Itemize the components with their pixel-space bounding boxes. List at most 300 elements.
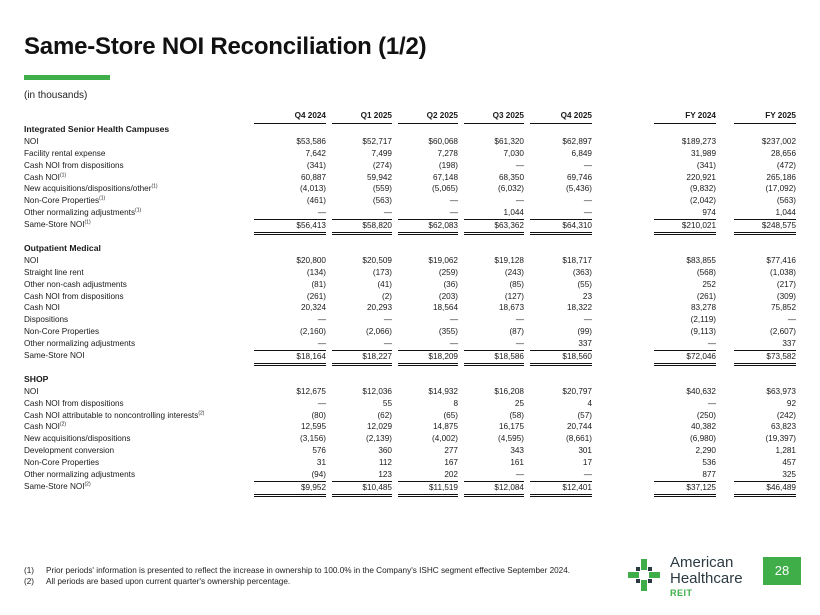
table-cell [464,469,524,481]
table-cell [530,421,592,433]
row-label [24,398,124,410]
table-cell [398,433,458,445]
column-header: Q4 2025 [530,110,592,124]
table-cell [464,314,524,326]
cell-value: — [449,315,458,325]
cell-value: (309) [776,291,796,301]
cell-value: — [317,339,326,349]
table-cell [254,279,326,291]
table-cell [332,421,392,433]
cell-value: 75,852 [770,303,796,313]
table-cell [530,398,592,410]
table-cell [398,267,458,279]
row-label [24,326,99,338]
table-row [24,279,804,291]
row-label-text: Other normalizing adjustments [24,339,136,349]
table-cell [332,410,392,422]
footnote-ref: (1) [84,219,91,226]
row-label-text: Same-Store NOI [24,351,85,361]
table-row [24,410,804,422]
row-label-text: NOI [24,386,39,396]
cell-value: $77,416 [766,255,796,265]
row-label-text: Non-Core Properties [24,327,100,337]
cell-value: $12,675 [296,386,326,396]
cell-value: 576 [312,446,326,456]
cell-value: $14,932 [428,386,458,396]
cell-value: 55 [382,398,392,408]
row-label-text: Cash NOI attributable to noncontrolling interests [24,410,199,420]
cell-value: (2,119) [690,315,716,325]
cell-value: $12,036 [362,386,392,396]
cell-value: 4 [587,398,592,408]
column-header: FY 2024 [654,110,716,124]
cell-value: — [383,208,392,218]
cell-value: $18,209 [398,350,458,366]
cell-value: 457 [782,458,796,468]
cell-value: (41) [377,279,392,289]
cell-value: 123 [378,470,392,480]
table-cell [254,148,326,160]
cell-value: 360 [378,446,392,456]
cell-value: $189,273 [681,136,716,146]
table-cell [734,195,796,207]
table-row [24,302,804,314]
table-cell [464,291,524,303]
row-label [24,410,204,422]
table-cell [398,338,458,350]
table-cell [464,445,524,457]
table-cell [530,219,592,235]
row-label [24,172,66,184]
cell-value: (19,397) [765,434,796,444]
cell-value: 31,989 [690,148,716,158]
cell-value: 112 [378,458,392,468]
table-cell [654,410,716,422]
table-cell [254,326,326,338]
table-cell [654,207,716,219]
logo-wordmark [670,555,743,587]
table-cell [530,433,592,445]
cell-value: (355) [438,327,458,337]
row-label [24,183,158,195]
cell-value: $52,717 [362,136,392,146]
table-cell [734,410,796,422]
cell-value: $62,897 [562,136,592,146]
table-cell [254,433,326,445]
cell-value: 18,673 [498,303,524,313]
row-label [24,314,68,326]
cell-value: (55) [577,279,592,289]
table-cell [254,207,326,219]
footnote-ref: (2) [59,421,67,428]
cell-value: 68,350 [498,172,524,182]
cell-value: 20,744 [566,422,592,432]
table-cell [398,421,458,433]
table-cell [734,279,796,291]
cell-value: 161 [510,458,524,468]
table-total-row [24,481,804,493]
row-label-text: New acquisitions/dispositions/other [24,184,152,194]
cell-value: 17 [582,458,592,468]
row-label [24,481,91,493]
cell-value: (198) [438,160,458,170]
row-label [24,255,39,267]
table-cell [398,469,458,481]
cell-value: 252 [702,279,716,289]
table-cell [398,160,458,172]
section-heading [24,243,804,255]
table-cell [530,457,592,469]
table-cell [398,386,458,398]
footnote-ref: (2) [198,409,205,416]
cell-value: 25 [514,398,524,408]
cell-value: 1,044 [503,208,524,218]
cell-value: $20,800 [296,255,326,265]
cell-value: $12,084 [464,481,524,497]
table-cell [734,481,796,497]
table-row [24,421,804,433]
table-cell [734,302,796,314]
table-cell [464,207,524,219]
cell-value: 877 [702,470,716,480]
table-cell [654,481,716,497]
table-cell [332,445,392,457]
table-cell [398,195,458,207]
table-row [24,291,804,303]
row-label-text: Development conversion [24,446,115,456]
cell-value: 69,746 [566,172,592,182]
table-cell [530,160,592,172]
section-heading-label: Integrated Senior Health Campuses [24,124,170,134]
row-label [24,136,39,148]
row-label-text: Other non-cash adjustments [24,279,127,289]
cell-value: 28,656 [770,148,796,158]
cell-value: (2,607) [770,327,796,337]
table-cell [530,350,592,366]
cell-value: $9,952 [254,481,326,497]
table-cell [464,457,524,469]
table-cell [530,267,592,279]
cell-value: $37,125 [654,481,716,497]
cell-value: $40,632 [686,386,716,396]
cell-value: 83,278 [690,303,716,313]
cell-value: — [383,339,392,349]
table-cell [530,279,592,291]
table-cell [734,207,796,219]
cell-value: $237,002 [761,136,796,146]
row-label [24,207,141,219]
cell-value: (1,038) [770,267,796,277]
table-cell [332,302,392,314]
table-row [24,160,804,172]
cell-value: 325 [782,470,796,480]
table-cell [654,445,716,457]
table-cell [530,338,592,350]
cell-value: — [449,339,458,349]
cell-value: $63,973 [766,386,796,396]
table-cell [734,160,796,172]
cell-value: (173) [372,267,392,277]
table-cell [464,148,524,160]
footnote [24,565,570,576]
page-title: Same-Store NOI Reconciliation (1/2) [24,33,427,60]
cell-value: — [515,196,524,206]
table-cell [398,136,458,148]
cell-value: (261) [696,291,716,301]
cell-value: 220,921 [686,172,716,182]
table-cell [464,219,524,235]
table-cell [654,386,716,398]
table-cell [332,386,392,398]
title-accent-bar [24,75,110,80]
footnotes [24,565,570,587]
cell-value: (57) [577,410,592,420]
cell-value: $20,797 [562,386,592,396]
cell-value: $18,560 [530,350,592,366]
cell-value: $64,310 [530,219,592,235]
cell-value: — [317,398,326,408]
table-cell [254,469,326,481]
cell-value: (563) [372,196,392,206]
table-cell [398,410,458,422]
table-cell [464,421,524,433]
table-cell [398,148,458,160]
table-cell [332,398,392,410]
cell-value: — [449,208,458,218]
table-cell [530,136,592,148]
table-cell [734,326,796,338]
row-label-text: NOI [24,255,39,265]
table-cell [254,172,326,184]
cell-value: $248,575 [734,219,796,235]
column-header: Q2 2025 [398,110,458,124]
footnote-number: (1) [24,566,35,575]
row-label [24,267,84,279]
cell-value: (559) [372,184,392,194]
row-label-text: Non-Core Properties [24,458,100,468]
table-cell [654,255,716,267]
table-cell [332,136,392,148]
table-cell [734,148,796,160]
cell-value: (17,092) [765,184,796,194]
table-cell [254,267,326,279]
table-cell [734,314,796,326]
table-cell [332,469,392,481]
footnote-text: Prior periods' information is presented to reflect the increase in ownership to 100.0% in the Company's ISHC segment effective September 2024. [46,566,571,575]
cell-value: — [383,315,392,325]
cell-value: 12,029 [366,422,392,432]
row-label-text: Other normalizing adjustments [24,470,136,480]
cell-value: (217) [776,279,796,289]
row-label-text: Cash NOI from dispositions [24,398,124,408]
row-label-text: Non-Core Properties [24,196,100,206]
cell-value: (3,156) [300,434,326,444]
table-cell [254,255,326,267]
cell-value: — [449,196,458,206]
cell-value: 59,942 [366,172,392,182]
logo-line: American [670,554,734,571]
cell-value: 7,278 [437,148,458,158]
table-cell [398,279,458,291]
cell-value: $60,068 [428,136,458,146]
cell-value: (568) [696,267,716,277]
table-cell [464,160,524,172]
table-row [24,314,804,326]
table-cell [464,386,524,398]
table-row [24,183,804,195]
table-cell [332,219,392,235]
table-cell [464,195,524,207]
table-cell [398,255,458,267]
cell-value: 265,186 [766,172,796,182]
table-cell [332,160,392,172]
table-cell [332,172,392,184]
cell-value: (274) [372,160,392,170]
table-cell [332,207,392,219]
table-cell [654,433,716,445]
table-cell [734,445,796,457]
table-cell [254,410,326,422]
table-cell [398,207,458,219]
cell-value: $18,227 [332,350,392,366]
table-cell [734,398,796,410]
table-cell [654,338,716,350]
table-cell [530,183,592,195]
cell-value: 1,281 [775,446,796,456]
cell-value: (4,013) [300,184,326,194]
table-cell [332,267,392,279]
table-cell [254,302,326,314]
table-cell [254,291,326,303]
cell-value: (5,065) [432,184,458,194]
table-total-row [24,350,804,362]
table-cell [254,481,326,497]
row-label-text: Cash NOI [24,303,60,313]
cell-value: (242) [776,410,796,420]
table-cell [734,338,796,350]
cell-value: (6,980) [690,434,716,444]
table-row [24,386,804,398]
row-label-text: Cash NOI from dispositions [24,291,124,301]
cell-value: 12,595 [300,422,326,432]
cell-value: 202 [444,470,458,480]
table-cell [398,326,458,338]
page-number: 28 [763,557,801,585]
table-cell [464,302,524,314]
row-label [24,421,66,433]
row-label-text: New acquisitions/dispositions [24,434,131,444]
cell-value: 31 [316,458,326,468]
cell-value: 974 [702,208,716,218]
row-label [24,279,127,291]
table-cell [254,338,326,350]
cell-value: 277 [444,446,458,456]
cell-value: 18,564 [432,303,458,313]
table-cell [654,350,716,366]
table-cell [254,219,326,235]
table-cell [332,255,392,267]
table-total-row [24,219,804,231]
table-cell [530,195,592,207]
column-header: Q4 2024 [254,110,326,124]
table-row [24,469,804,481]
table-cell [332,326,392,338]
cell-value: $19,062 [428,255,458,265]
table-cell [464,136,524,148]
table-cell [530,445,592,457]
cell-value: (87) [509,327,524,337]
table-cell [654,279,716,291]
cell-value: $61,320 [494,136,524,146]
table-cell [464,267,524,279]
row-label-text: Other normalizing adjustments [24,208,136,218]
table-cell [654,136,716,148]
cell-value: (472) [776,160,796,170]
cell-value: (363) [572,267,592,277]
table-cell [654,421,716,433]
table-cell [654,267,716,279]
table-cell [398,350,458,366]
cell-value: $63,362 [464,219,524,235]
cell-value: 16,175 [498,422,524,432]
table-cell [530,314,592,326]
cell-value: 167 [444,458,458,468]
cell-value: (259) [438,267,458,277]
cell-value: (85) [509,279,524,289]
footnote [24,576,570,587]
section-heading-label: SHOP [24,373,49,384]
table-row [24,457,804,469]
row-label [24,291,124,303]
table-row [24,207,804,219]
table-header-row [24,110,804,124]
cell-value: 6,849 [571,148,592,158]
row-label-text: Facility rental expense [24,148,106,158]
table-cell [654,457,716,469]
section-heading [24,124,804,136]
cell-value: $16,208 [494,386,524,396]
table-cell [530,255,592,267]
cell-value: 67,148 [432,172,458,182]
row-label [24,338,135,350]
table-cell [332,481,392,497]
table-cell [530,469,592,481]
row-label [24,302,60,314]
cell-value: — [707,339,716,349]
table-cell [734,457,796,469]
cell-value: (80) [311,410,326,420]
cell-value: — [583,208,592,218]
column-header: Q3 2025 [464,110,524,124]
table-cell [254,386,326,398]
table-cell [464,350,524,366]
noi-reconciliation-table [24,110,804,493]
table-cell [654,160,716,172]
table-cell [654,398,716,410]
table-row [24,445,804,457]
logo-reit: REIT [670,588,693,598]
table-cell [734,172,796,184]
table-cell [530,302,592,314]
row-label [24,219,91,231]
cell-value: $72,046 [654,350,716,366]
cell-value: (250) [696,410,716,420]
footnote-ref: (1) [99,195,106,202]
table-cell [734,219,796,235]
table-cell [398,172,458,184]
cell-value: (4,002) [432,434,458,444]
cell-value: $19,128 [494,255,524,265]
